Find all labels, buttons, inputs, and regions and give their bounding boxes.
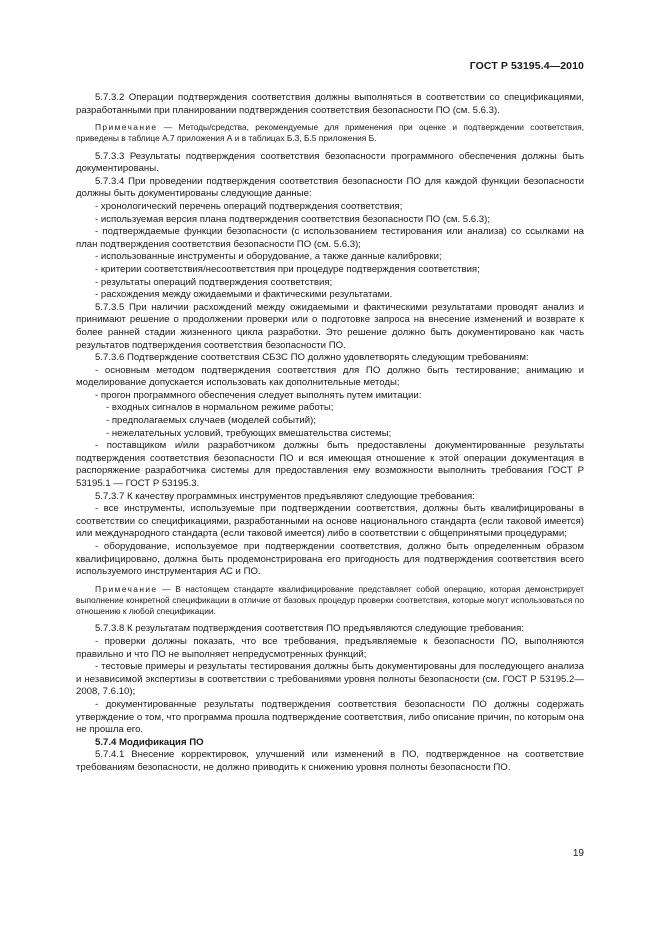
section-heading: 5.7.4 Модификация ПО [95,736,204,748]
note [76,584,584,618]
paragraph: 5.7.3.7 К качеству программных инструментов предъявляют следующие требования: [95,490,475,502]
list-item: - использованные инструменты и оборудование, а также данные калибровки; [95,251,442,263]
note-label: Примечание [95,122,158,133]
list-item: - прогон программного обеспечения следует выполнять путем имитации: [95,389,422,401]
list-item: - документированные результаты подтверждения соответствия безопасности ПО должны содержать утверждение о том, что программа прошла подтверждение соответствия, либо описание причин, по которым она не прошла его. [76,698,585,736]
list-item: - подтверждаемые функции безопасности (с использованием тестирования или анализа) со ссылками на план подтверждения соответствия безопасности ПО (см. 5.6.3); [76,226,584,250]
note-text: — В настоящем стандарте квалифицирование представляет собой операцию, которая демонстрирует выполнение конкретной спецификации в отличие от базовых процедур проверки соответствия, которые могут использоваться по отношению к любой спецификации. [76,583,584,617]
note [76,122,584,144]
list-item: - критерии соответствия/несоответствия при процедуре подтверждения соответствия; [95,263,480,275]
paragraph: 5.7.3.5 При наличии расхождений между ожидаемыми и фактическими результатами проводят анализ и принимают решение о продолжении проверки или о подготовке запроса на внесение изменений и возврате к более ранней стадии жизненного цикла разработки. Это решение должно быть документировано как часть результатов подтверждения соответствия безопасности ПО. [76,301,584,351]
sub-list-item: - нежелательных условий, требующих вмешательства системы; [106,427,392,439]
list-item: - оборудование, используемое при подтверждении соответствия, должно быть определенным образом квалифицировано, должна быть продемонстрирована его пригодность для подтверждения соответствия всего используемого инструментария АС и ПО. [76,541,584,578]
paragraph: 5.7.4.1 Внесение корректировок, улучшений или изменений в ПО, подтвержденное на соответствие требованиям безопасности, не должно приводить к снижению уровня полноты безопасности ПО. [76,749,584,773]
paragraph: 5.7.3.6 Подтверждение соответствия СБЗС ПО должно удовлетворять следующим требованиям: [95,352,529,364]
paragraph: 5.7.3.3 Результаты подтверждения соответствия безопасности программного обеспечения должны быть документированы. [76,150,584,175]
list-item: - проверки должны показать, что все требования, предъявляемые к безопасности ПО, выполняются правильно и что ПО не выполняет непредусмотренных функций; [76,635,584,660]
list-item: - хронологический перечень операций подтверждения соответствия; [95,200,403,212]
paragraph: 5.7.3.8 К результатам подтверждения соответствия ПО предъявляются следующие требования: [95,623,524,635]
sub-list-item: - входных сигналов в нормальном режиме работы; [106,402,334,414]
list-item: - используемая версия плана подтверждения соответствия безопасности ПО (см. 5.6.3); [95,213,490,225]
note-text: — Методы/средства, рекомендуемые для применения при оценке и подтверждении соответствия, приведены в таблице А.7 приложения А и в таблицах Б.3, Б.5 приложения Б. [76,122,584,144]
list-item: - результаты операций подтверждения соответствия; [95,276,333,288]
note-label: Примечание [95,583,158,594]
list-item: - тестовые примеры и результаты тестирования должны быть документированы для последующего анализа и независимой экспертизы в соответствии с требованиями уровня полноты безопасности (см. ГОСТ Р 53195.2—2008, 7.6.10); [76,661,584,698]
page-number: 19 [572,848,584,859]
paragraph: 5.7.3.2 Операции подтверждения соответствия должны выполняться в соответствии со спецификациями, разработанными при планировании подтверждения соответствия безопасности ПО (см. 5.6.3). [76,92,584,116]
list-item: - поставщиком и/или разработчиком должны быть предоставлены документированные результаты подтверждения соответствия безопасности ПО и вся имеющая отношение к этой операции документация в распоряжение разработчика системы для предоставления ему возможности выполнить требования ГОСТ Р 53195.1 — ГОСТ Р 53195.3. [76,440,584,490]
paragraph: 5.7.3.4 При проведении подтверждения соответствия безопасности ПО для каждой функции безопасности должны быть документированы следующие данные: [76,175,584,200]
page-content [76,92,584,775]
list-item: - основным методом подтверждения соответствия для ПО должно быть тестирование; анимацию и моделирование допускается использовать как дополнительные методы; [76,364,584,389]
list-item: - все инструменты, используемые при подтверждении соответствия, должны быть квалифицированы в соответствии со спецификациями, разработанными на основе национального стандарта (если таковой имеется) или международного стандарта (если таковой имеется) либо в соответствии с общепринятыми процедурами; [76,503,584,540]
sub-list-item: - предполагаемых случаев (моделей событий); [106,415,316,427]
list-item: - расхождения между ожидаемыми и фактическими результатами. [95,289,393,301]
document-id: ГОСТ Р 53195.4—2010 [469,60,584,72]
